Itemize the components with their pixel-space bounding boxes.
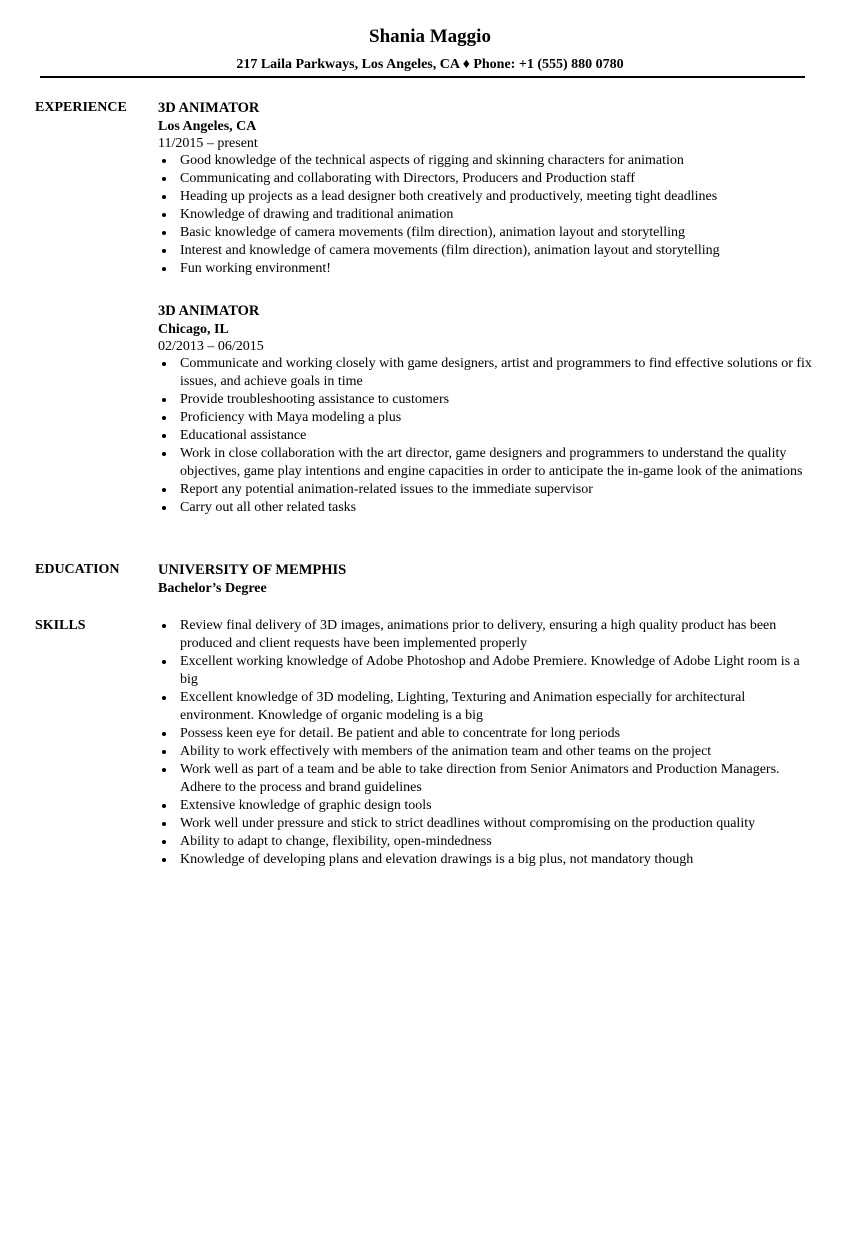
list-item-text: Heading up projects as a lead designer both creatively and productively, meeting tight deadlines	[180, 189, 718, 204]
list-item-text: Excellent knowledge of 3D modeling, Lighting, Texturing and Animation especially for architectural environment. Knowledge of organic modeling is a big	[180, 690, 746, 723]
job-bullet-list	[158, 355, 818, 517]
list-item-text: Fun working environment!	[180, 261, 331, 276]
list-item-text: Possess keen eye for detail. Be patient and able to concentrate for long periods	[180, 726, 621, 741]
skills-body	[158, 617, 818, 869]
list-item-text: Provide troubleshooting assistance to customers	[180, 392, 450, 407]
list-item-text: Work well under pressure and stick to strict deadlines without compromising on the production quality	[180, 816, 756, 831]
header-divider	[40, 76, 805, 78]
school-name: UNIVERSITY OF MEMPHIS	[158, 562, 347, 578]
bullet-dot	[162, 696, 166, 700]
list-item	[158, 242, 818, 260]
job-title: 3D ANIMATOR	[158, 100, 260, 116]
bullet-dot	[162, 506, 166, 510]
list-item	[158, 797, 818, 815]
list-item-text: Review final delivery of 3D images, animations prior to delivery, ensuring a high quality product has been produced and client requests have been implemented properly	[180, 618, 777, 651]
skills-bullet-list	[158, 617, 818, 869]
candidate-name: Shania Maggio	[369, 26, 491, 47]
list-item	[158, 355, 818, 391]
list-item-text: Work in close collaboration with the art director, game designers and programmers to understand the quality objectives, game play intentions and engine capacities in order to anticipate the in-game look of the animations	[180, 446, 803, 479]
list-item-text: Ability to adapt to change, flexibility, open-mindedness	[180, 834, 492, 849]
job-entry	[158, 302, 818, 517]
list-item	[158, 206, 818, 224]
bullet-dot	[162, 822, 166, 826]
bullet-dot	[162, 732, 166, 736]
list-item-text: Extensive knowledge of graphic design tools	[180, 798, 432, 813]
bullet-dot	[162, 750, 166, 754]
bullet-dot	[162, 434, 166, 438]
list-item	[158, 761, 818, 797]
list-item	[158, 260, 818, 278]
bullet-dot	[162, 159, 166, 163]
list-item-text: Ability to work effectively with members of the animation team and other teams on the project	[180, 744, 712, 759]
bullet-dot	[162, 858, 166, 862]
list-item	[158, 725, 818, 743]
list-item	[158, 152, 818, 170]
list-item	[158, 851, 818, 869]
bullet-dot	[162, 488, 166, 492]
list-item	[158, 409, 818, 427]
bullet-dot	[162, 624, 166, 628]
job-entry	[158, 99, 818, 278]
list-item	[158, 617, 818, 653]
bullet-dot	[162, 840, 166, 844]
bullet-dot	[162, 213, 166, 217]
bullet-dot	[162, 231, 166, 235]
list-item-text: Carry out all other related tasks	[180, 500, 357, 515]
bullet-dot	[162, 804, 166, 808]
job-dates: 11/2015 – present	[158, 136, 258, 151]
list-item	[158, 170, 818, 188]
list-item	[158, 833, 818, 851]
contact-line: 217 Laila Parkways, Los Angeles, CA ♦ Phone: +1 (555) 880 0780	[236, 57, 624, 72]
education-body	[158, 561, 818, 597]
bullet-dot	[162, 249, 166, 253]
bullet-dot	[162, 660, 166, 664]
list-item	[158, 224, 818, 242]
job-location: Los Angeles, CA	[158, 119, 257, 134]
list-item-text: Educational assistance	[180, 428, 307, 443]
section-label-experience: EXPERIENCE	[35, 100, 127, 115]
experience-body	[158, 99, 818, 533]
job-dates: 02/2013 – 06/2015	[158, 339, 264, 354]
bullet-dot	[162, 362, 166, 366]
bullet-dot	[162, 768, 166, 772]
section-label-skills: SKILLS	[35, 618, 86, 633]
list-item	[158, 653, 818, 689]
list-item-text: Work well as part of a team and be able to take direction from Senior Animators and Production Managers. Adhere to the process and brand guidelines	[180, 762, 780, 795]
list-item	[158, 188, 818, 206]
list-item	[158, 391, 818, 409]
degree: Bachelor’s Degree	[158, 581, 267, 596]
list-item-text: Communicate and working closely with game designers, artist and programmers to find effective solutions or fix issues, and achieve goals in time	[180, 356, 812, 389]
bullet-dot	[162, 267, 166, 271]
list-item	[158, 743, 818, 761]
bullet-dot	[162, 398, 166, 402]
list-item	[158, 445, 818, 481]
section-label-education: EDUCATION	[35, 562, 120, 577]
resume-header	[0, 0, 860, 74]
bullet-dot	[162, 195, 166, 199]
list-item-text: Interest and knowledge of camera movements (film direction), animation layout and storytelling	[180, 243, 720, 258]
list-item	[158, 689, 818, 725]
list-item-text: Knowledge of developing plans and elevation drawings is a big plus, not mandatory though	[180, 852, 694, 867]
list-item-text: Communicating and collaborating with Directors, Producers and Production staff	[180, 171, 636, 186]
job-title: 3D ANIMATOR	[158, 303, 260, 319]
bullet-dot	[162, 416, 166, 420]
list-item-text: Report any potential animation-related issues to the immediate supervisor	[180, 482, 593, 497]
job-bullet-list	[158, 152, 818, 278]
list-item	[158, 815, 818, 833]
list-item	[158, 481, 818, 499]
list-item-text: Excellent working knowledge of Adobe Photoshop and Adobe Premiere. Knowledge of Adobe Light room is a big	[180, 654, 800, 687]
bullet-dot	[162, 452, 166, 456]
list-item-text: Good knowledge of the technical aspects of rigging and skinning characters for animation	[180, 153, 684, 168]
job-location: Chicago, IL	[158, 322, 229, 337]
list-item-text: Knowledge of drawing and traditional animation	[180, 207, 454, 222]
list-item-text: Proficiency with Maya modeling a plus	[180, 410, 402, 425]
list-item-text: Basic knowledge of camera movements (film direction), animation layout and storytelling	[180, 225, 686, 240]
list-item	[158, 427, 818, 445]
bullet-dot	[162, 177, 166, 181]
list-item	[158, 499, 818, 517]
